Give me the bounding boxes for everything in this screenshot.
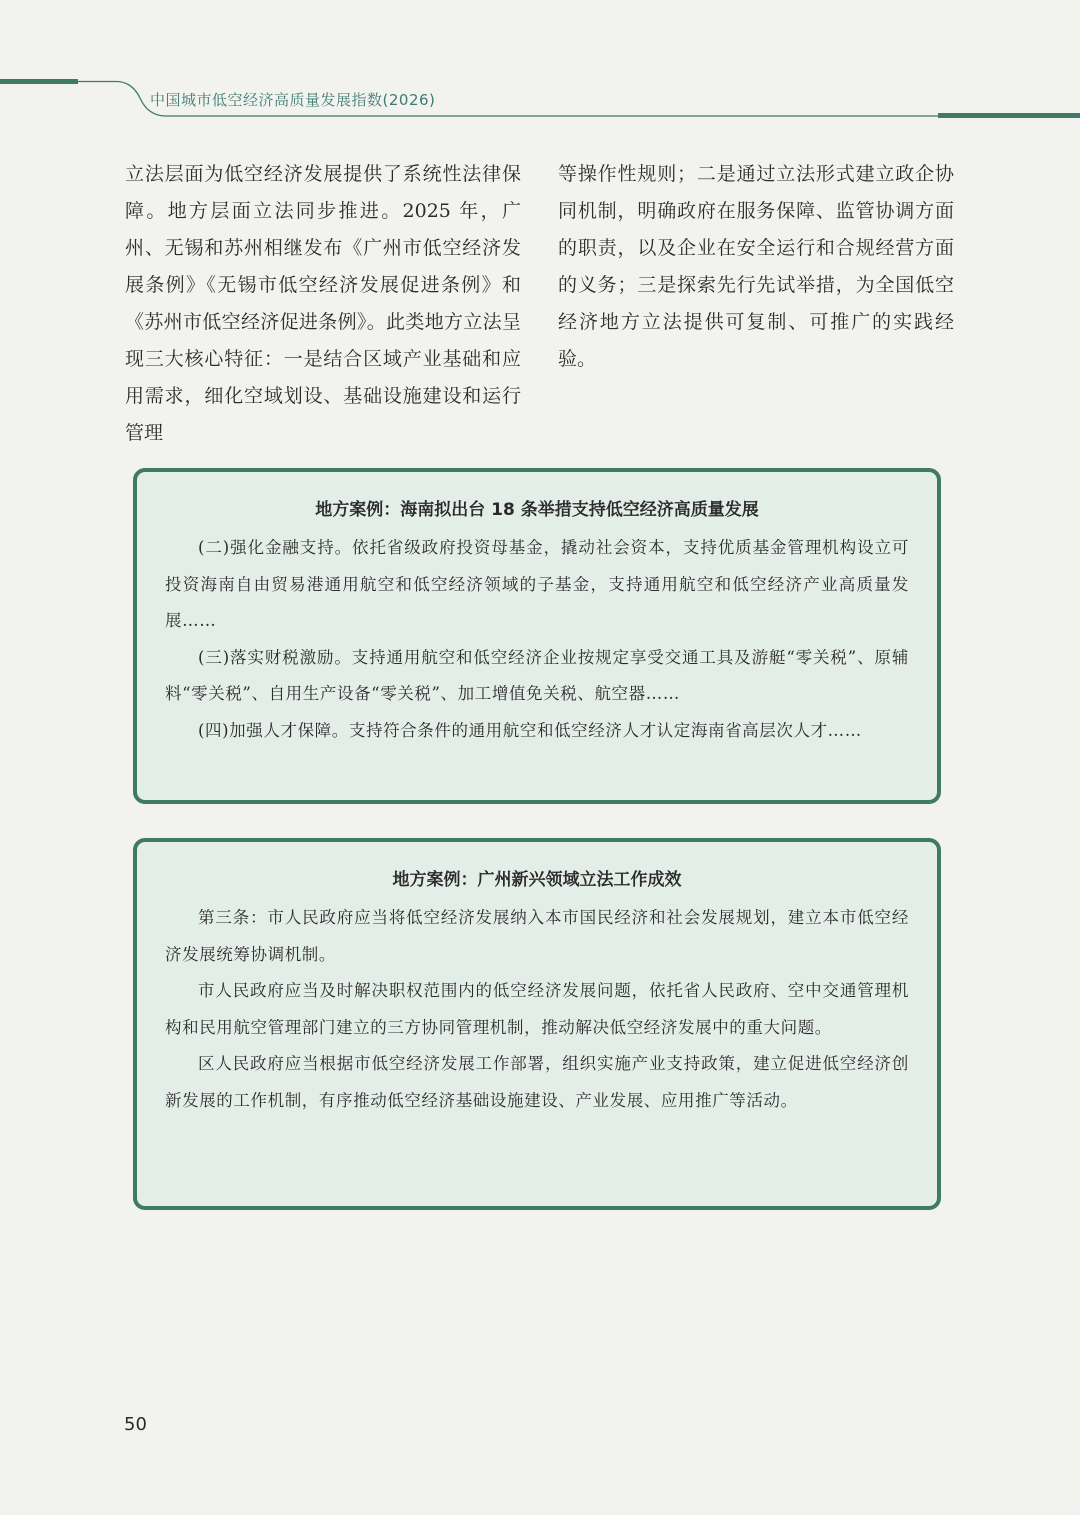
body-column-left: 立法层面为低空经济发展提供了系统性法律保障。地方层面立法同步推进。2025 年，广州、无锡和苏州相继发布《广州市低空经济发展条例》《无锡市低空经济发展促进条例》和《苏州市低空经济促进条例》。此类地方立法呈现三大核心特征：一是结合区域产业基础和应用需求，细化空域划设、基础设施建设和运行管理 bbox=[125, 163, 521, 444]
case-box-title: 地方案例：广州新兴领域立法工作成效 bbox=[392, 870, 682, 890]
case-paragraph: (四)加强人才保障。支持符合条件的通用航空和低空经济人才认定海南省高层次人才…… bbox=[198, 720, 862, 740]
case-paragraph: 市人民政府应当及时解决职权范围内的低空经济发展问题，依托省人民政府、空中交通管理机构和民用航空管理部门建立的三方协同管理机制，推动解决低空经济发展中的重大问题。 bbox=[165, 981, 909, 1037]
case-box-title: 地方案例：海南拟出台 18 条举措支持低空经济高质量发展 bbox=[315, 500, 759, 520]
page-number: 50 bbox=[124, 1414, 147, 1435]
case-paragraph: 第三条：市人民政府应当将低空经济发展纳入本市国民经济和社会发展规划，建立本市低空经济发展统筹协调机制。 bbox=[165, 908, 909, 964]
case-box-hainan bbox=[133, 468, 941, 804]
header-decoration bbox=[0, 0, 1080, 130]
case-paragraph: (三)落实财税激励。支持通用航空和低空经济企业按规定享受交通工具及游艇“零关税”、原辅料“零关税”、自用生产设备“零关税”、加工增值免关税、航空器…… bbox=[165, 647, 909, 704]
case-paragraph: (二)强化金融支持。依托省级政府投资母基金，撬动社会资本，支持优质基金管理机构设立可投资海南自由贸易港通用航空和低空经济领域的子基金，支持通用航空和低空经济产业高质量发展…… bbox=[165, 538, 909, 631]
body-column-right: 等操作性规则；二是通过立法形式建立政企协同机制，明确政府在服务保障、监管协调方面的职责，以及企业在安全运行和合规经营方面的义务；三是探索先行先试举措，为全国低空经济地方立法提供可复制、可推广的实践经验。 bbox=[558, 163, 954, 370]
case-box-guangzhou bbox=[133, 838, 941, 1210]
running-header-title: 中国城市低空经济高质量发展指数(2026) bbox=[150, 91, 436, 109]
case-paragraph: 区人民政府应当根据市低空经济发展工作部署，组织实施产业支持政策，建立促进低空经济创新发展的工作机制，有序推动低空经济基础设施建设、产业发展、应用推广等活动。 bbox=[165, 1054, 909, 1110]
